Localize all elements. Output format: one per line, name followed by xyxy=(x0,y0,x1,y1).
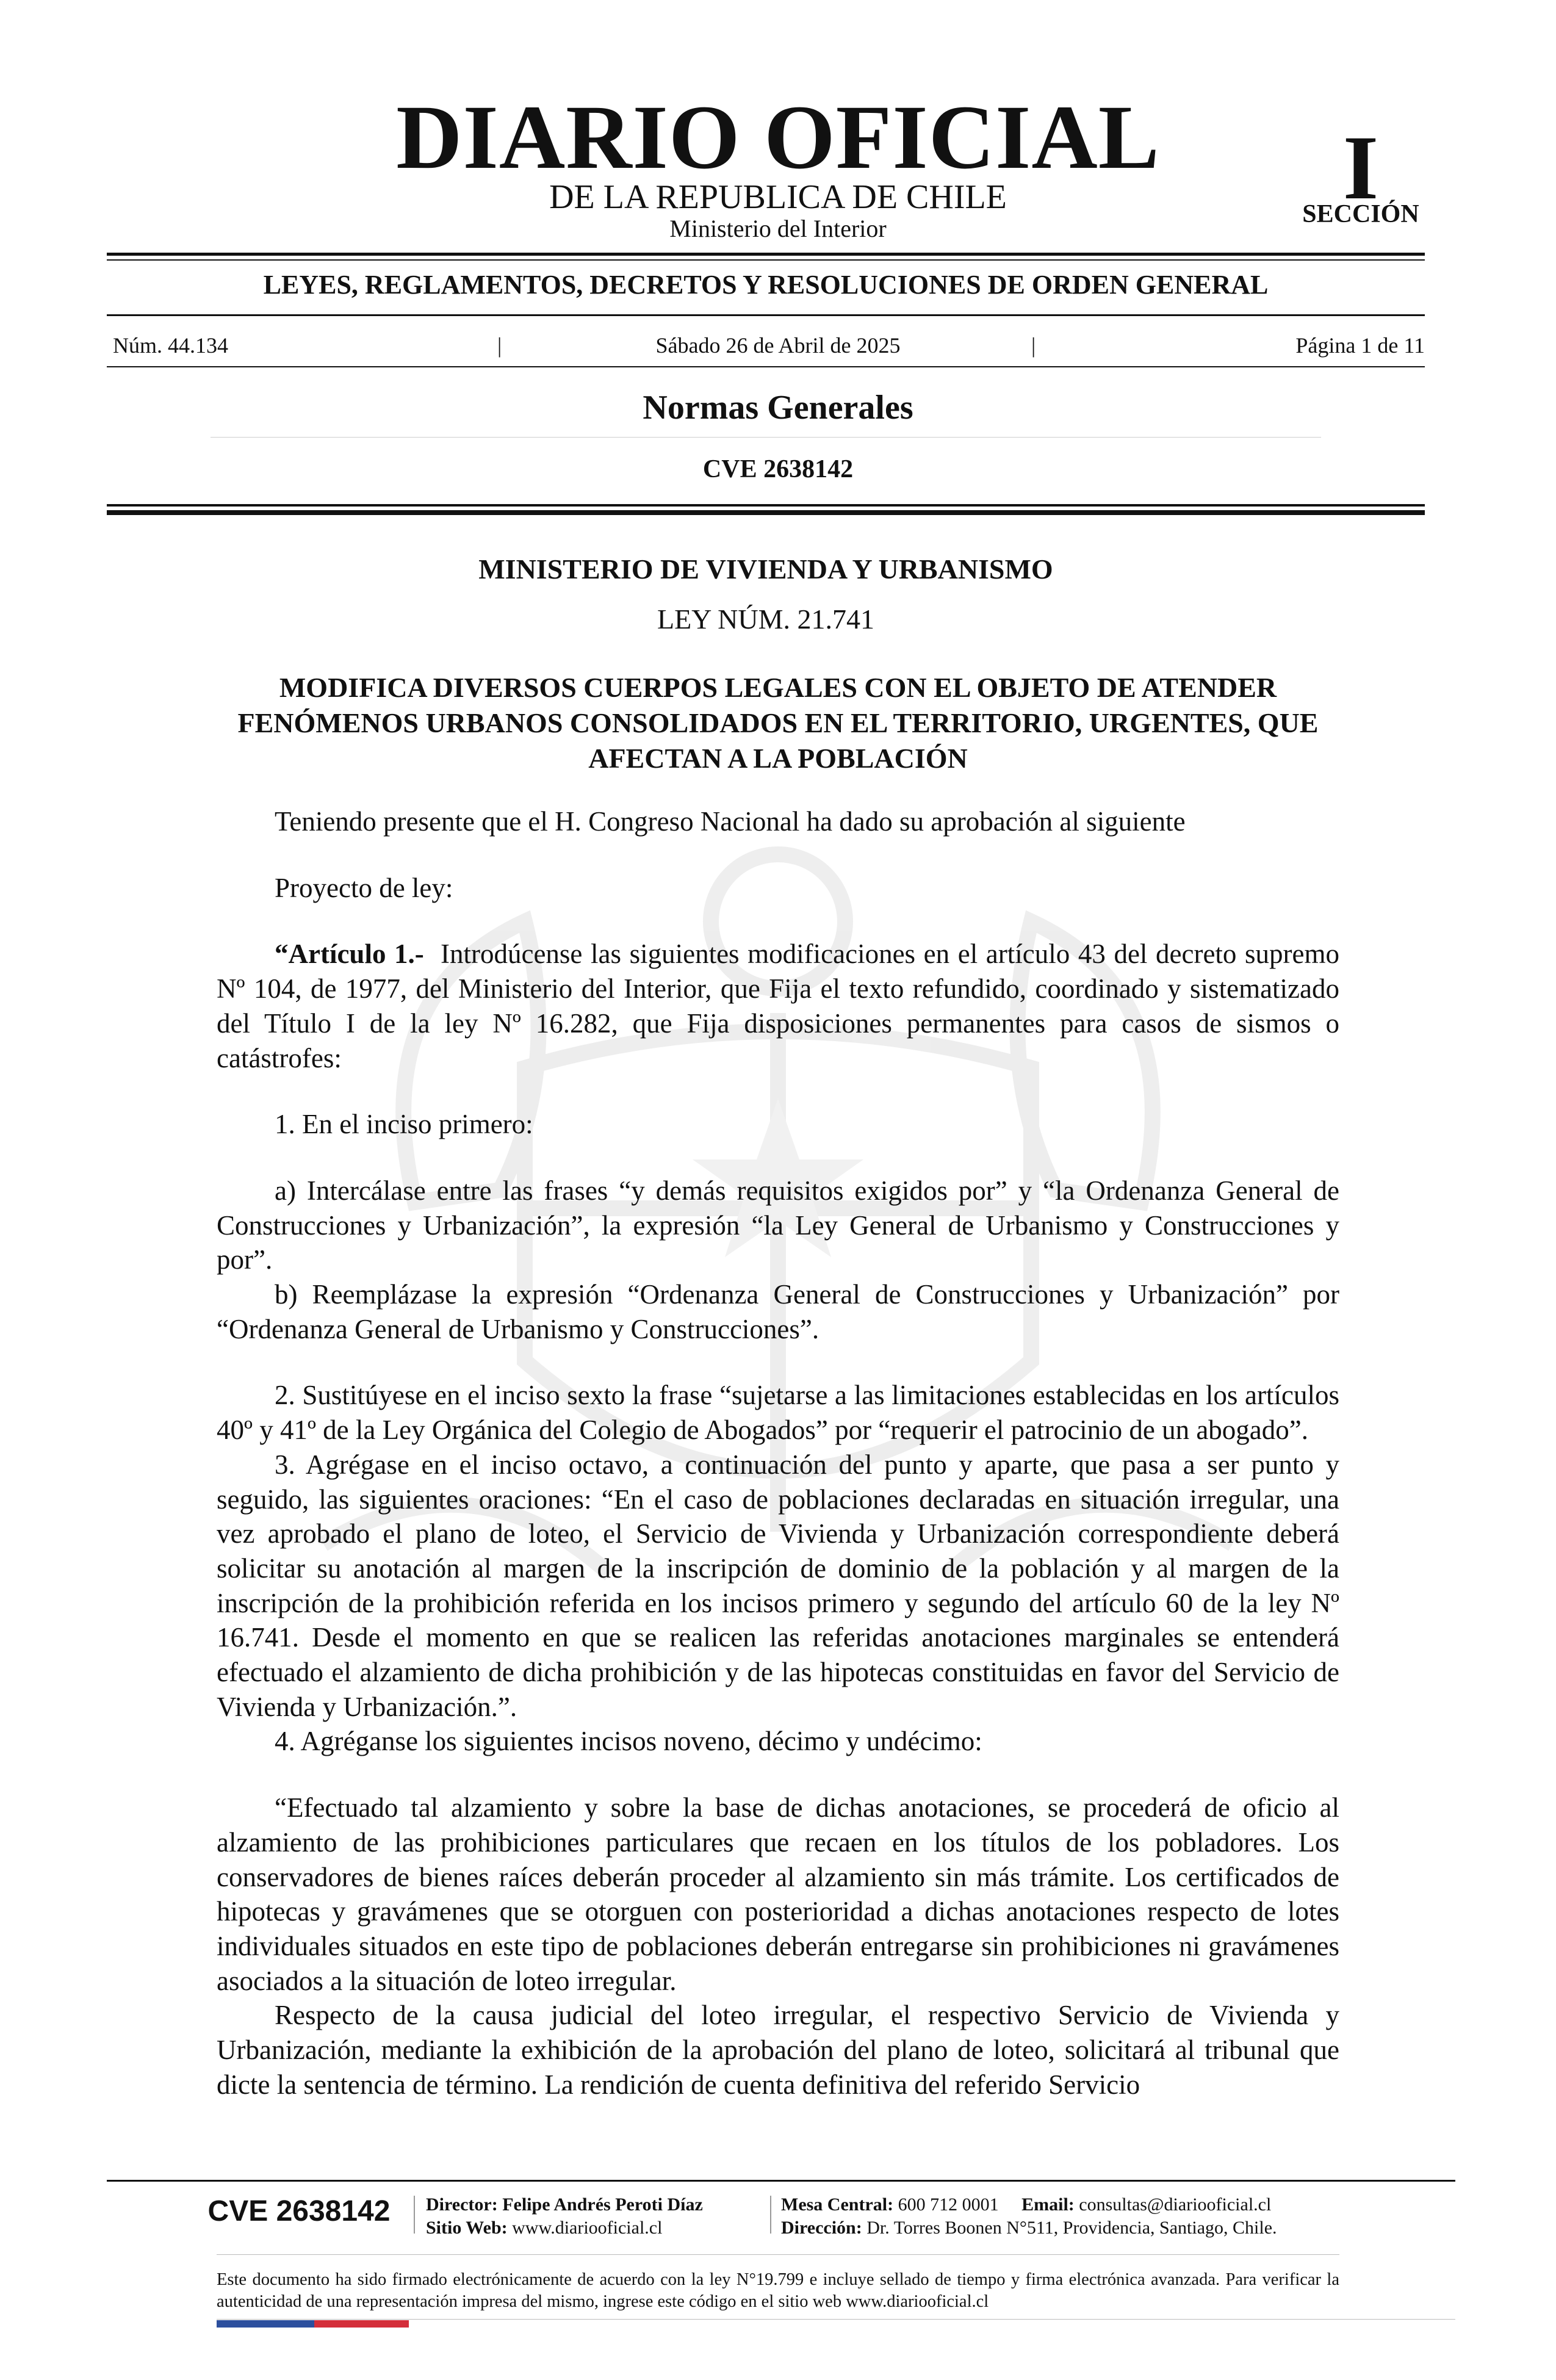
footer-rule-bottom xyxy=(217,2319,1455,2320)
masthead-subtitle: DE LA REPUBLICA DE CHILE xyxy=(549,178,1007,216)
phone-label: Mesa Central: xyxy=(781,2194,894,2215)
website-link[interactable]: www.diariooficial.cl xyxy=(512,2218,663,2238)
document-ministry: MINISTERIO DE VIVIENDA Y URBANISMO xyxy=(478,554,1053,585)
quoted-paragraph-2: Respecto de la causa judicial del loteo irregular, el respectivo Servicio de Vivienda y Urbanización, mediante la exhibición de la aprobación del plano de loteo, solicitará al tribunal que dicte la sentencia de término. La rendición de cuenta definitiva del referido Servicio xyxy=(217,2000,1339,2100)
normas-rule xyxy=(211,437,1321,438)
proyecto-label: Proyecto de ley: xyxy=(275,872,453,903)
flag-stripe-red xyxy=(314,2320,409,2328)
flag-stripe-blue xyxy=(217,2320,314,2328)
footer-divider xyxy=(414,2196,415,2234)
section-label: SECCIÓN xyxy=(1302,200,1419,228)
quoted-paragraph-1: “Efectuado tal alzamiento y sobre la base de dichas anotaciones, se procederá de oficio al alzamiento de las prohibiciones particulares que recaen en los títulos de los pobladores. Los conservadores de bienes raíces deberán proceder al alzamiento sin más trámite. Los certificados de hipotecas y gravámenes que se otorguen con posterioridad a dichas anotaciones respecto de lotes individuales situados en este tipo de poblaciones deberán entregarse sin prohibiciones ni gravámenes asociados a la situación de loteo irregular. xyxy=(217,1792,1339,1996)
issue-number: Núm. 44.134 xyxy=(113,333,228,358)
footer-phone xyxy=(781,2196,1271,2214)
phone-number: 600 712 0001 xyxy=(898,2194,999,2215)
director-label: Director: xyxy=(426,2194,498,2215)
footer-rule-top xyxy=(107,2180,1455,2182)
article-1-paragraph xyxy=(217,937,1339,1075)
header-rule-bottom xyxy=(107,504,1425,507)
category-rule xyxy=(107,314,1425,316)
footer-divider xyxy=(770,2196,771,2234)
item-1b: b) Reemplázase la expresión “Ordenanza General de Construcciones y Urbanización” por “Ordenanza General de Urbanismo y Construcciones”. xyxy=(217,1279,1339,1344)
footer-rule-mid xyxy=(217,2254,1339,2255)
header-rule-top xyxy=(107,253,1425,256)
header-rule-top-thin xyxy=(107,259,1425,261)
section-numeral: I xyxy=(1342,117,1379,218)
item-2: 2. Sustitúyese en el inciso sexto la frase “sujetarse a las limitaciones establecidas en los artículos 40º y 41º de la Ley Orgánica del Colegio de Abogados” por “requerir el patrocinio de un abogado”. xyxy=(217,1380,1339,1446)
footer-cve-code: CVE 2638142 xyxy=(207,2195,391,2227)
masthead-ministry: Ministerio del Interior xyxy=(669,215,887,242)
email-link[interactable]: consultas@diariooficial.cl xyxy=(1079,2194,1272,2215)
address-label: Dirección: xyxy=(781,2218,862,2238)
cve-code: CVE 2638142 xyxy=(702,455,854,483)
issue-rule xyxy=(107,366,1425,367)
item-4: 4. Agréganse los siguientes incisos noveno, décimo y undécimo: xyxy=(275,1726,982,1757)
footer-legal-notice: Este documento ha sido firmado electrónicamente de acuerdo con la ley N°19.799 e incluye sellado de tiempo y firma electrónica avanzada. Para verificar la autenticidad de una representación impresa del mismo, ingrese este código en el sitio web www.diariooficial.cl xyxy=(217,2270,1339,2311)
email-label: Email: xyxy=(1021,2194,1075,2215)
footer-address xyxy=(781,2219,1277,2237)
issue-date: Sábado 26 de Abril de 2025 xyxy=(655,333,901,358)
intro-paragraph: Teniendo presente que el H. Congreso Nacional ha dado su aprobación al siguiente xyxy=(275,806,1186,837)
header-rule-bottom-thick xyxy=(107,510,1425,515)
address-text: Dr. Torres Boonen N°511, Providencia, Santiago, Chile. xyxy=(866,2218,1277,2238)
item-3: 3. Agrégase en el inciso octavo, a continuación del punto y aparte, que pasa a ser punto y seguido, las siguientes oraciones: “En el caso de poblaciones declaradas en situación irregular, una vez aprobado el plano de loteo, el Servicio de Vivienda y Urbanización correspondiente deberá solicitar su anotación al margen de la inscripción de dominio de la población y al margen de la inscripción de la prohibición referida en los incisos primero y segundo del artículo 60 de la ley Nº 16.741. Desde el momento en que se realicen las referidas anotaciones marginales se entenderá efectuado el alzamiento de dicha prohibición y de las hipotecas constituidas en favor del Servicio de Vivienda y Urbanización.”. xyxy=(217,1449,1339,1722)
page-indicator: Página 1 de 11 xyxy=(1295,333,1425,358)
law-title: MODIFICA DIVERSOS CUERPOS LEGALES CON EL OBJETO DE ATENDER FENÓMENOS URBANOS CONSOLIDADOS EN EL TERRITORIO, URGENTES, QUE AFECTAN A LA POBLACIÓN xyxy=(237,672,1319,774)
article-1-heading: “Artículo 1.- xyxy=(275,939,424,970)
section-title: Normas Generales xyxy=(643,389,913,427)
issue-separator: | xyxy=(1031,333,1036,358)
article-1-text: Introdúcense las siguientes modificaciones en el artículo 43 del decreto supremo Nº 104, de 1977, del Ministerio del Interior, que Fija el texto refundido, coordinado y sistematizado del Título I de la ley Nº 16.282, que Fija disposiciones permanentes para casos de sismos o catástrofes: xyxy=(217,939,1339,1073)
law-number: LEY NÚM. 21.741 xyxy=(657,604,875,635)
masthead-title: DIARIO OFICIAL xyxy=(396,87,1160,188)
issue-separator: | xyxy=(497,333,502,358)
footer-website xyxy=(426,2219,662,2237)
website-label: Sitio Web: xyxy=(426,2218,508,2238)
document-body xyxy=(217,804,1339,2102)
footer-director xyxy=(426,2196,703,2214)
item-1a: a) Intercálase entre las frases “y demás requisitos exigidos por” y “la Ordenanza General de Construcciones y Urbanización”, la expresión “la Ley General de Urbanismo y Construcciones y por”. xyxy=(217,1175,1339,1275)
item-1: 1. En el inciso primero: xyxy=(275,1109,533,1140)
header-category: LEYES, REGLAMENTOS, DECRETOS Y RESOLUCIONES DE ORDEN GENERAL xyxy=(263,270,1269,300)
director-name: Felipe Andrés Peroti Díaz xyxy=(502,2194,703,2215)
